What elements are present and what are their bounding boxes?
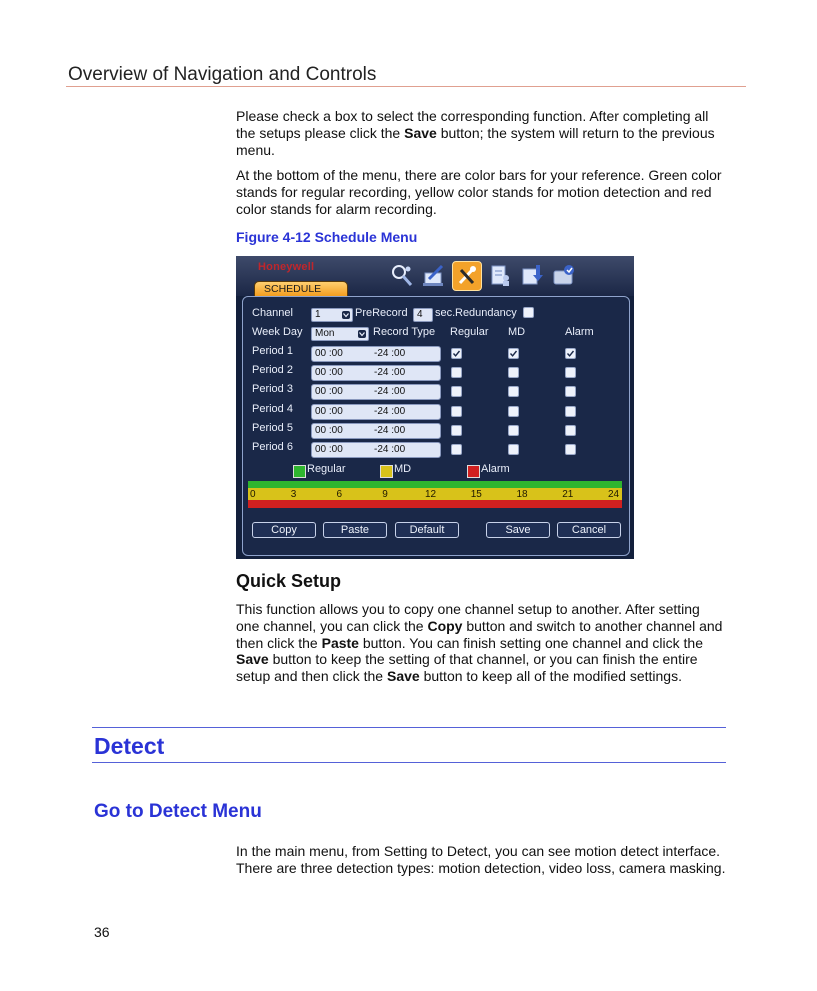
qs-text-1: This function allows you to copy one channel setup to another. After setting one channel, you can click the bbox=[236, 601, 700, 634]
period-md-checkbox[interactable] bbox=[508, 425, 519, 436]
detect-rule-bottom bbox=[92, 762, 726, 763]
period-md-checkbox[interactable] bbox=[508, 348, 519, 359]
detect-rule-top bbox=[92, 727, 726, 728]
quick-setup-paragraph bbox=[236, 601, 726, 685]
hour-tick-label: 24 bbox=[608, 489, 620, 500]
prerecord-value: 4 bbox=[417, 309, 423, 320]
hour-tick-label: 9 bbox=[382, 489, 388, 500]
period-alarm-checkbox[interactable] bbox=[565, 348, 576, 359]
period-alarm-checkbox[interactable] bbox=[565, 406, 576, 417]
detect-heading: Detect bbox=[94, 733, 165, 759]
alarm-bar bbox=[248, 500, 622, 508]
period-regular-checkbox[interactable] bbox=[451, 367, 462, 378]
tab-schedule-label: SCHEDULE bbox=[264, 283, 322, 295]
period-alarm-checkbox[interactable] bbox=[565, 386, 576, 397]
channel-label: Channel bbox=[252, 307, 293, 319]
qs-text-5: button to keep all of the modified settings. bbox=[419, 668, 682, 685]
hour-tick-label: 6 bbox=[336, 489, 343, 500]
legend-md-label: MD bbox=[394, 463, 412, 475]
qs-text-3: button. You can finish setting one channel and click the bbox=[358, 634, 703, 651]
period-alarm-checkbox[interactable] bbox=[565, 425, 576, 436]
period-label: Period 1 bbox=[252, 345, 293, 357]
hour-tick-label: 21 bbox=[562, 489, 574, 500]
paste-button[interactable]: Paste bbox=[323, 522, 387, 538]
hour-tick-label: 15 bbox=[470, 489, 482, 500]
period-label: Period 2 bbox=[252, 364, 293, 377]
record-type-label: Record Type bbox=[373, 326, 436, 338]
redundancy-label: Redundancy bbox=[455, 307, 517, 319]
period-alarm-checkbox[interactable] bbox=[565, 444, 576, 455]
intro-paragraph-2: At the bottom of the menu, there are color bars for your reference. Green color stands for regular recording, yellow color stands for motion detection and red color stands for alarm recording. bbox=[236, 167, 722, 217]
period-time-input[interactable] bbox=[311, 384, 441, 400]
period-start-time: 00 :00 bbox=[315, 444, 343, 455]
column-alarm: Alarm bbox=[565, 326, 594, 338]
figure-caption: Figure 4-12 Schedule Menu bbox=[236, 229, 418, 245]
hour-tick-label: 18 bbox=[516, 489, 528, 500]
period-start-time: 00 :00 bbox=[315, 405, 343, 417]
period-regular-checkbox[interactable] bbox=[451, 425, 462, 436]
qs-text-4: button to keep the setting of that channel, or you can finish the entire setup and then click the bbox=[236, 651, 698, 685]
clipboard-person-icon[interactable] bbox=[486, 261, 514, 289]
prerecord-label: PreRecord bbox=[355, 307, 408, 319]
period-regular-checkbox[interactable] bbox=[451, 348, 462, 359]
period-regular-checkbox[interactable] bbox=[451, 444, 462, 455]
period-end-time: -24 :00 bbox=[374, 367, 406, 379]
period-label: Period 6 bbox=[252, 441, 293, 453]
qs-text-2: button and switch to another channel and then click the bbox=[236, 617, 723, 651]
period-end-time: -24 :00 bbox=[374, 424, 406, 436]
go-to-detect-heading: Go to Detect Menu bbox=[94, 801, 262, 822]
column-regular: Regular bbox=[450, 326, 489, 338]
period-md-checkbox[interactable] bbox=[508, 406, 519, 417]
pen-document-icon[interactable] bbox=[420, 261, 448, 289]
top-menu-bar bbox=[236, 256, 634, 296]
period-time-input[interactable] bbox=[311, 404, 441, 420]
period-time-input[interactable] bbox=[311, 442, 441, 458]
redundancy-checkbox[interactable] bbox=[523, 307, 534, 318]
qs-copy-bold: Copy bbox=[427, 617, 463, 634]
weekday-value: Mon bbox=[315, 328, 335, 339]
detect-menu-paragraph: In the main menu, from Setting to Detect, you can see motion detect interface. There are three detection types: motion detection, video loss, camera masking. bbox=[236, 843, 726, 876]
intro-paragraph-1 bbox=[236, 108, 726, 158]
period-end-time: -24 :00 bbox=[374, 348, 406, 359]
page-number: 36 bbox=[94, 924, 110, 940]
sec-label: sec. bbox=[435, 307, 456, 319]
period-time-input[interactable] bbox=[311, 346, 441, 362]
period-alarm-checkbox[interactable] bbox=[565, 367, 576, 378]
period-regular-checkbox[interactable] bbox=[451, 386, 462, 397]
copy-button[interactable]: Copy bbox=[252, 522, 316, 538]
schedule-panel bbox=[242, 296, 630, 556]
period-start-time: 00 :00 bbox=[315, 424, 343, 436]
quick-setup-heading: Quick Setup bbox=[236, 571, 342, 591]
legend-alarm-swatch bbox=[467, 465, 480, 478]
period-end-time: -24 :00 bbox=[374, 386, 406, 398]
brand-logo: Honeywell bbox=[258, 261, 315, 273]
page-header-title: Overview of Navigation and Controls bbox=[68, 64, 377, 85]
qs-save-bold-2: Save bbox=[387, 668, 420, 685]
period-start-time: 00 :00 bbox=[315, 367, 343, 379]
disk-icon[interactable] bbox=[550, 261, 578, 289]
save-button[interactable]: Save bbox=[486, 522, 550, 538]
period-label: Period 4 bbox=[252, 402, 293, 415]
period-end-time: -24 :00 bbox=[374, 444, 406, 455]
legend-md-swatch bbox=[380, 465, 393, 478]
schedule-menu-screenshot bbox=[236, 256, 634, 559]
hour-tick-label: 12 bbox=[425, 489, 437, 500]
period-end-time: -24 :00 bbox=[374, 405, 406, 417]
qs-save-bold: Save bbox=[236, 651, 269, 668]
chevron-down-icon bbox=[358, 330, 366, 338]
intro-text-a: Please check a box to select the corresponding function. After completing all the setups please click the bbox=[236, 108, 709, 141]
chevron-down-icon bbox=[342, 311, 350, 319]
period-start-time: 00 :00 bbox=[315, 348, 343, 359]
default-button[interactable]: Default bbox=[395, 522, 459, 538]
tools-icon[interactable] bbox=[452, 261, 482, 291]
regular-bar bbox=[248, 481, 622, 488]
period-regular-checkbox[interactable] bbox=[451, 406, 462, 417]
weekday-select[interactable] bbox=[311, 327, 369, 341]
period-time-input[interactable] bbox=[311, 423, 441, 439]
header-divider bbox=[66, 86, 746, 87]
period-md-checkbox[interactable] bbox=[508, 386, 519, 397]
hour-tick-label: 0 bbox=[250, 489, 256, 500]
legend-regular-label: Regular bbox=[307, 463, 346, 475]
period-time-input[interactable] bbox=[311, 365, 441, 381]
period-label: Period 5 bbox=[252, 421, 293, 434]
period-start-time: 00 :00 bbox=[315, 386, 343, 398]
legend-alarm-label: Alarm bbox=[481, 463, 510, 475]
intro-text-b: button; the system will return to the previous menu. bbox=[236, 124, 715, 158]
cancel-button[interactable]: Cancel bbox=[557, 522, 621, 538]
channel-select[interactable] bbox=[311, 308, 353, 322]
qs-paste-bold: Paste bbox=[321, 634, 359, 651]
magnifier-person-icon[interactable] bbox=[388, 261, 416, 289]
period-label: Period 3 bbox=[252, 383, 293, 396]
hour-tick-label: 3 bbox=[290, 489, 297, 500]
column-md: MD bbox=[508, 326, 526, 338]
intro-save-bold: Save bbox=[404, 124, 437, 141]
period-md-checkbox[interactable] bbox=[508, 367, 519, 378]
period-md-checkbox[interactable] bbox=[508, 444, 519, 455]
download-arrow-icon[interactable] bbox=[518, 261, 546, 289]
channel-value: 1 bbox=[315, 309, 321, 320]
weekday-label: Week Day bbox=[252, 326, 303, 338]
legend-regular-swatch bbox=[293, 465, 306, 478]
prerecord-input[interactable] bbox=[413, 308, 433, 322]
